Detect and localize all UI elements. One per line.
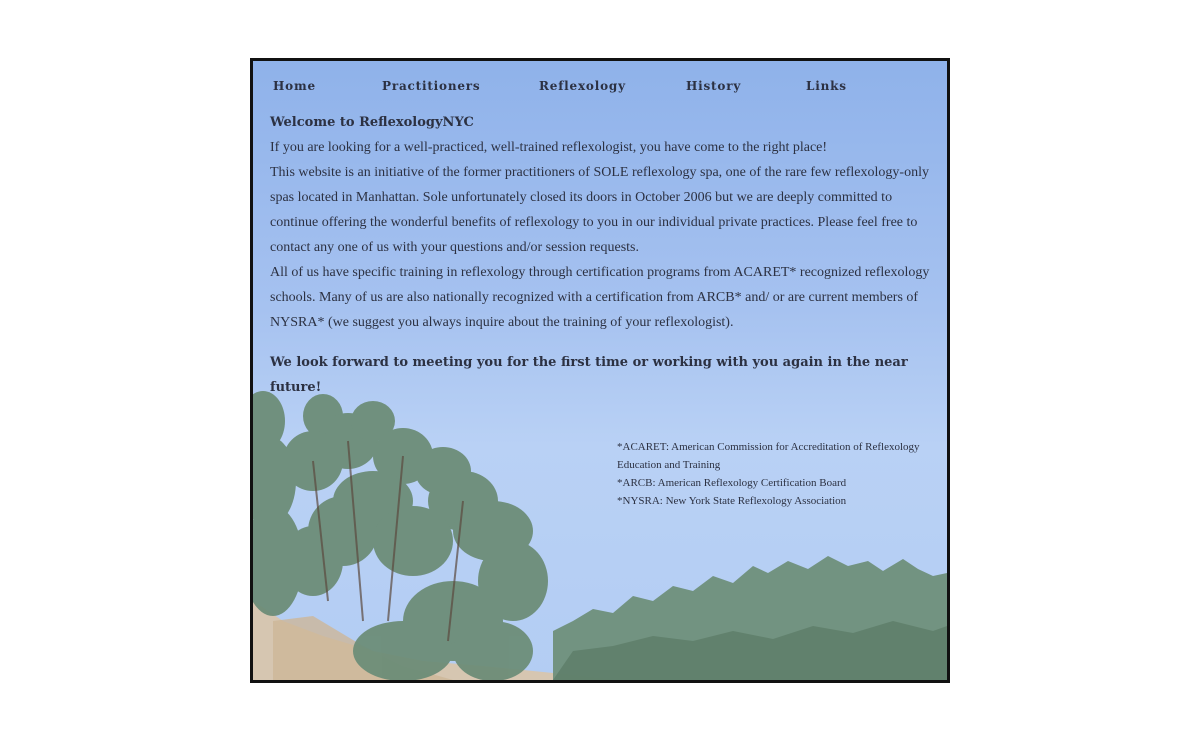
main-content xyxy=(270,110,935,400)
page-frame xyxy=(250,58,950,683)
nav-links[interactable]: Links xyxy=(806,79,847,93)
closing-text: We look forward to meeting you for the first time or working with you again in the near future! xyxy=(270,355,908,395)
about-text: This website is an initiative of the former practitioners of SOLE reflexology spa, one of the rare few reflexology-only spas located in Manhattan. Sole unfortunately closed its doors in October 2006 but we are deeply committed to continue offering the wonderful benefits of reflexology to you in our individual private practices. Please feel free to contact any one of us with your questions and/or session requests. xyxy=(270,165,929,255)
training-text: All of us have specific training in reflexology through certification programs from ACARET* recognized reflexology schools. Many of us are also nationally recognized with a certification from ARCB* and/ or are current members of NYSRA* (we suggest you always inquire about the training of your reflexologist). xyxy=(270,265,930,330)
footnote-nysra: *NYSRA: New York State Reflexology Association xyxy=(617,495,847,507)
intro-text: If you are looking for a well-practiced, well-trained reflexologist, you have come to the right place! xyxy=(270,140,828,155)
nav-home[interactable]: Home xyxy=(273,79,316,93)
footnotes xyxy=(617,438,932,510)
nav-practitioners[interactable]: Practitioners xyxy=(382,79,481,93)
nav-reflexology[interactable]: Reflexology xyxy=(539,79,626,93)
welcome-heading: Welcome to ReflexologyNYC xyxy=(270,115,474,130)
footnote-acaret: *ACARET: American Commission for Accreditation of Reflexology Education and Training xyxy=(617,441,920,471)
nav-history[interactable]: History xyxy=(686,79,742,93)
footnote-arcb: *ARCB: American Reflexology Certification Board xyxy=(617,477,847,489)
